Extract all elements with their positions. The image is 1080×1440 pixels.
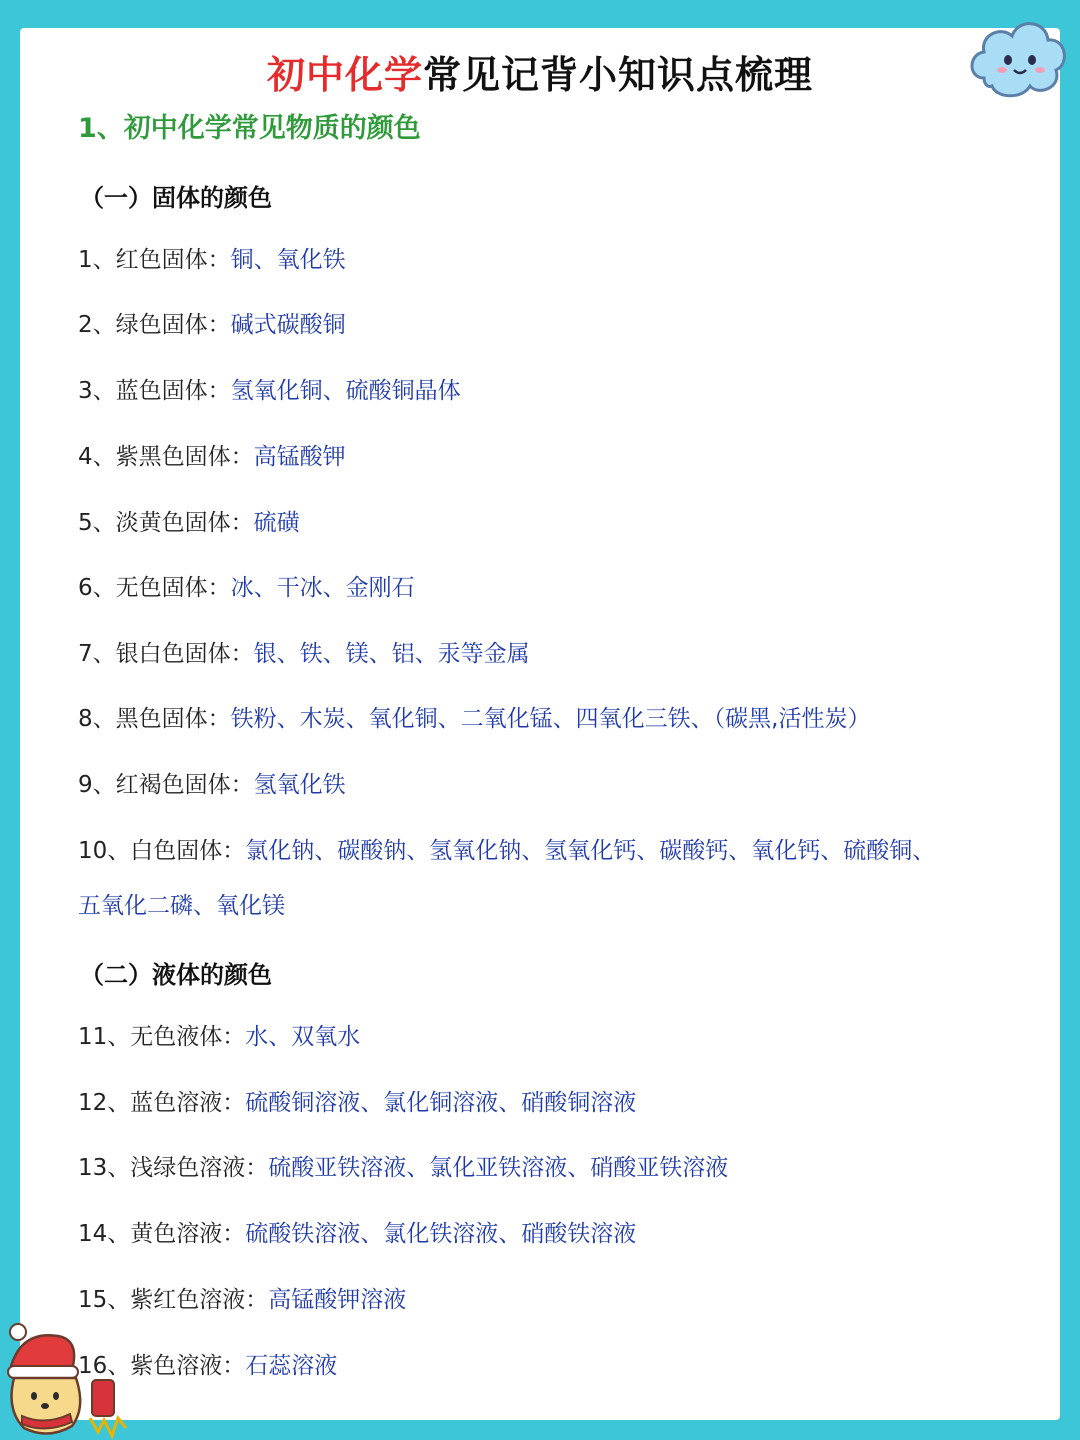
item-label: 11、无色液体：: [78, 1024, 246, 1050]
item-label: 6、无色固体：: [78, 575, 231, 601]
item-value: 高锰酸钾: [253, 444, 346, 470]
list-item: [78, 769, 346, 801]
item-value: 碱式碳酸铜: [230, 312, 346, 338]
item-label: 13、浅绿色溶液：: [78, 1155, 269, 1181]
item-label: 7、银白色固体：: [78, 641, 254, 667]
item-label: 2、绿色固体：: [78, 312, 231, 338]
item-label: 12、蓝色溶液：: [78, 1090, 246, 1116]
item-label: 14、黄色溶液：: [78, 1221, 246, 1247]
section-heading: 1、初中化学常见物质的颜色: [78, 113, 421, 144]
page-title: [0, 44, 1080, 99]
list-item: [78, 1021, 360, 1053]
list-item: [78, 572, 415, 604]
list-item: [78, 1087, 636, 1119]
santa-dog-sticker-icon: [0, 1310, 140, 1440]
list-item: [78, 638, 530, 670]
list-item: [78, 244, 346, 276]
item-value: 冰、干冰、金刚石: [230, 575, 415, 601]
item-label: 16、紫色溶液：: [78, 1353, 246, 1379]
item-value: 硫酸铁溶液、氯化铁溶液、硝酸铁溶液: [245, 1221, 637, 1247]
item-value: 铁粉、木炭、氧化铜、二氧化锰、四氧化三铁、（碳黑,活性炭）: [230, 706, 871, 732]
item-value: 高锰酸钾溶液: [268, 1287, 407, 1313]
list-item: [78, 375, 461, 407]
item-label: 10、白色固体：: [78, 838, 246, 864]
item-value-continuation: 五氧化二磷、氧化镁: [78, 893, 285, 919]
list-item: [78, 1152, 728, 1184]
item-value: 银、铁、镁、铝、汞等金属: [253, 641, 530, 667]
item-value: 水、双氧水: [245, 1024, 361, 1050]
list-item: [78, 441, 346, 473]
item-label: 8、黑色固体：: [78, 706, 231, 732]
item-value: 铜、氧化铁: [230, 247, 346, 273]
list-item: [78, 1218, 636, 1250]
title-highlight: 初中化学: [266, 53, 423, 97]
cloud-sticker-icon: [962, 8, 1074, 108]
item-label: 4、紫黑色固体：: [78, 444, 254, 470]
item-value: 硫酸亚铁溶液、氯化亚铁溶液、硝酸亚铁溶液: [268, 1155, 729, 1181]
item-value: 氯化钠、碳酸钠、氢氧化钠、氢氧化钙、碳酸钙、氧化钙、硫酸铜、: [245, 838, 936, 864]
item-label: 5、淡黄色固体：: [78, 510, 254, 536]
subsection-solid: （一）固体的颜色: [80, 184, 272, 212]
list-item: [78, 309, 346, 341]
subsection-liquid: （二）液体的颜色: [80, 961, 272, 989]
item-value: 氢氧化铜、硫酸铜晶体: [230, 378, 461, 404]
list-item: [78, 703, 870, 735]
item-label: 1、红色固体：: [78, 247, 231, 273]
item-label: 3、蓝色固体：: [78, 378, 231, 404]
list-item: [78, 835, 935, 867]
item-value: 石蕊溶液: [245, 1353, 338, 1379]
title-rest: 常见记背小知识点梳理: [423, 53, 814, 97]
item-label: 15、紫红色溶液：: [78, 1287, 269, 1313]
list-item: [78, 507, 300, 539]
item-value: 硫酸铜溶液、氯化铜溶液、硝酸铜溶液: [245, 1090, 637, 1116]
item-value: 氢氧化铁: [253, 772, 346, 798]
item-value: 硫磺: [253, 510, 300, 536]
item-label: 9、红褐色固体：: [78, 772, 254, 798]
